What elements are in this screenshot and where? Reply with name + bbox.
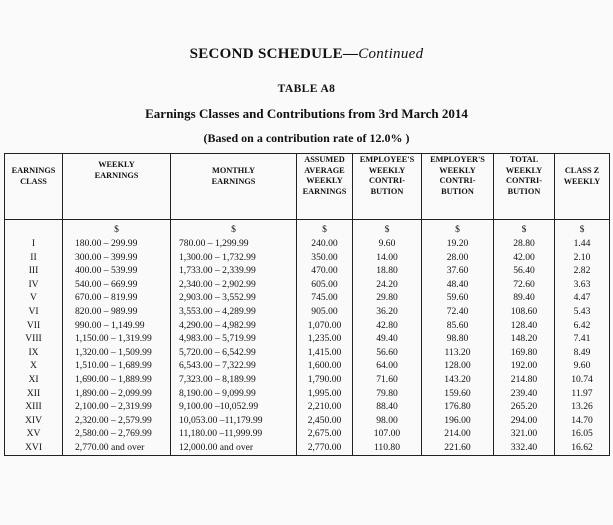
class-z-cell: 5.43 (555, 305, 610, 319)
employee-contribution-cell: 49.40 (353, 332, 422, 346)
total-contribution-cell: 332.40 (494, 441, 555, 455)
table-label: TABLE A8 (277, 83, 336, 95)
monthly-earnings-cell: 1,300.00 – 1,732.99 (171, 251, 297, 265)
unit-cell: $ (494, 220, 555, 238)
assumed-average-cell: 605.00 (297, 278, 353, 292)
class-z-cell: 10.74 (555, 373, 610, 387)
header-monthly-earnings: MONTHLY EARNINGS (171, 154, 297, 220)
employee-contribution-cell: 9.60 (353, 237, 422, 251)
table-row (5, 359, 610, 373)
table-row (5, 278, 610, 292)
employer-contribution-cell: 196.00 (422, 414, 494, 428)
weekly-earnings-cell: 2,580.00 – 2,769.99 (63, 427, 171, 441)
assumed-average-cell: 905.00 (297, 305, 353, 319)
unit-cell: $ (353, 220, 422, 238)
earnings-class-cell: VIII (5, 332, 63, 346)
assumed-average-cell: 1,995.00 (297, 387, 353, 401)
monthly-earnings-cell: 1,733.00 – 2,339.99 (171, 264, 297, 278)
table-row (5, 387, 610, 401)
monthly-earnings-cell: 6,543.00 – 7,322.99 (171, 359, 297, 373)
page-title-main: SECOND SCHEDULE (189, 46, 343, 62)
earnings-class-cell: X (5, 359, 63, 373)
header-employee-contribution: EMPLOYEE'S WEEKLY CONTRI- BUTION (353, 154, 422, 220)
employer-contribution-cell: 113.20 (422, 346, 494, 360)
earnings-class-cell: XIII (5, 400, 63, 414)
monthly-earnings-cell: 9,100.00 –10,052.99 (171, 400, 297, 414)
employee-contribution-cell: 14.00 (353, 251, 422, 265)
table-row (5, 400, 610, 414)
earnings-class-cell: II (5, 251, 63, 265)
weekly-earnings-cell: 670.00 – 819.99 (63, 291, 171, 305)
table-row (5, 305, 610, 319)
unit-cell: $ (422, 220, 494, 238)
unit-cell: $ (555, 220, 610, 238)
table-row (5, 319, 610, 333)
employee-contribution-cell: 56.60 (353, 346, 422, 360)
table-row (5, 237, 610, 251)
monthly-earnings-cell: 4,290.00 – 4,982.99 (171, 319, 297, 333)
table-subtitle: (Based on a contribution rate of 12.0% ) (203, 131, 410, 145)
class-z-cell: 6.42 (555, 319, 610, 333)
weekly-earnings-cell: 990.00 – 1,149.99 (63, 319, 171, 333)
weekly-earnings-cell: 1,510.00 – 1,689.99 (63, 359, 171, 373)
weekly-earnings-cell: 1,320.00 – 1,509.99 (63, 346, 171, 360)
monthly-earnings-cell: 780.00 – 1,299.99 (171, 237, 297, 251)
header-employer-contribution: EMPLOYER'S WEEKLY CONTRI- BUTION (422, 154, 494, 220)
table-row (5, 251, 610, 265)
employer-contribution-cell: 214.00 (422, 427, 494, 441)
unit-cell (5, 220, 63, 238)
header-row (5, 154, 610, 220)
earnings-class-cell: I (5, 237, 63, 251)
assumed-average-cell: 745.00 (297, 291, 353, 305)
weekly-earnings-cell: 540.00 – 669.99 (63, 278, 171, 292)
class-z-cell: 14.70 (555, 414, 610, 428)
earnings-class-cell: VII (5, 319, 63, 333)
assumed-average-cell: 2,450.00 (297, 414, 353, 428)
employee-contribution-cell: 88.40 (353, 400, 422, 414)
page-title-continued: Continued (358, 46, 424, 62)
total-contribution-cell: 294.00 (494, 414, 555, 428)
class-z-cell: 3.63 (555, 278, 610, 292)
total-contribution-cell: 89.40 (494, 291, 555, 305)
employee-contribution-cell: 29.80 (353, 291, 422, 305)
monthly-earnings-cell: 3,553.00 – 4,289.99 (171, 305, 297, 319)
employer-contribution-cell: 85.60 (422, 319, 494, 333)
employee-contribution-cell: 42.80 (353, 319, 422, 333)
header-class-z: CLASS Z WEEKLY (555, 154, 610, 220)
employee-contribution-cell: 64.00 (353, 359, 422, 373)
employer-contribution-cell: 159.60 (422, 387, 494, 401)
weekly-earnings-cell: 820.00 – 989.99 (63, 305, 171, 319)
earnings-class-cell: III (5, 264, 63, 278)
employee-contribution-cell: 71.60 (353, 373, 422, 387)
class-z-cell: 13.26 (555, 400, 610, 414)
weekly-earnings-cell: 1,150.00 – 1,319.99 (63, 332, 171, 346)
monthly-earnings-cell: 7,323.00 – 8,189.99 (171, 373, 297, 387)
unit-cell: $ (63, 220, 171, 238)
employer-contribution-cell: 19.20 (422, 237, 494, 251)
total-contribution-cell: 72.60 (494, 278, 555, 292)
employee-contribution-cell: 98.00 (353, 414, 422, 428)
assumed-average-cell: 2,770.00 (297, 441, 353, 455)
assumed-average-cell: 240.00 (297, 237, 353, 251)
class-z-cell: 16.62 (555, 441, 610, 455)
weekly-earnings-cell: 1,690.00 – 1,889.99 (63, 373, 171, 387)
table-title: Earnings Classes and Contributions from 3rd March 2014 (145, 106, 468, 121)
employee-contribution-cell: 24.20 (353, 278, 422, 292)
earnings-class-cell: XII (5, 387, 63, 401)
employer-contribution-cell: 72.40 (422, 305, 494, 319)
employee-contribution-cell: 18.80 (353, 264, 422, 278)
table-row (5, 264, 610, 278)
table-row (5, 373, 610, 387)
total-contribution-cell: 42.00 (494, 251, 555, 265)
assumed-average-cell: 2,675.00 (297, 427, 353, 441)
employer-contribution-cell: 176.80 (422, 400, 494, 414)
monthly-earnings-cell: 11,180.00 –11,999.99 (171, 427, 297, 441)
page-title (0, 46, 613, 63)
earnings-class-cell: XVI (5, 441, 63, 455)
header-earnings-class: EARNINGS CLASS (5, 154, 63, 220)
class-z-cell: 2.82 (555, 264, 610, 278)
weekly-earnings-cell: 2,100.00 – 2,319.99 (63, 400, 171, 414)
earnings-class-cell: XIV (5, 414, 63, 428)
total-contribution-cell: 128.40 (494, 319, 555, 333)
total-contribution-cell: 214.80 (494, 373, 555, 387)
weekly-earnings-cell: 180.00 – 299.99 (63, 237, 171, 251)
employer-contribution-cell: 37.60 (422, 264, 494, 278)
monthly-earnings-cell: 8,190.00 – 9,099.99 (171, 387, 297, 401)
weekly-earnings-cell: 2,770.00 and over (63, 441, 171, 455)
table-row (5, 346, 610, 360)
assumed-average-cell: 470.00 (297, 264, 353, 278)
contribution-table (4, 153, 610, 456)
table-row (5, 291, 610, 305)
class-z-cell: 1.44 (555, 237, 610, 251)
assumed-average-cell: 1,790.00 (297, 373, 353, 387)
monthly-earnings-cell: 10,053.00 –11,179.99 (171, 414, 297, 428)
weekly-earnings-cell: 2,320.00 – 2,579.99 (63, 414, 171, 428)
employer-contribution-cell: 28.00 (422, 251, 494, 265)
earnings-class-cell: XI (5, 373, 63, 387)
earnings-class-cell: XV (5, 427, 63, 441)
employee-contribution-cell: 79.80 (353, 387, 422, 401)
employer-contribution-cell: 128.00 (422, 359, 494, 373)
table-row (5, 441, 610, 455)
total-contribution-cell: 28.80 (494, 237, 555, 251)
assumed-average-cell: 1,415.00 (297, 346, 353, 360)
total-contribution-cell: 148.20 (494, 332, 555, 346)
total-contribution-cell: 56.40 (494, 264, 555, 278)
header-total-contribution: TOTAL WEEKLY CONTRI- BUTION (494, 154, 555, 220)
unit-cell: $ (297, 220, 353, 238)
class-z-cell: 9.60 (555, 359, 610, 373)
class-z-cell: 8.49 (555, 346, 610, 360)
weekly-earnings-cell: 300.00 – 399.99 (63, 251, 171, 265)
class-z-cell: 11.97 (555, 387, 610, 401)
currency-unit-row (5, 220, 610, 238)
assumed-average-cell: 2,210.00 (297, 400, 353, 414)
total-contribution-cell: 108.60 (494, 305, 555, 319)
employer-contribution-cell: 59.60 (422, 291, 494, 305)
monthly-earnings-cell: 2,903.00 – 3,552.99 (171, 291, 297, 305)
earnings-class-cell: IX (5, 346, 63, 360)
monthly-earnings-cell: 4,983.00 – 5,719.99 (171, 332, 297, 346)
employer-contribution-cell: 143.20 (422, 373, 494, 387)
monthly-earnings-cell: 5,720.00 – 6,542.99 (171, 346, 297, 360)
employee-contribution-cell: 36.20 (353, 305, 422, 319)
assumed-average-cell: 1,235.00 (297, 332, 353, 346)
header-weekly-earnings: WEEKLY EARNINGS (63, 154, 171, 220)
monthly-earnings-cell: 2,340.00 – 2,902.99 (171, 278, 297, 292)
total-contribution-cell: 239.40 (494, 387, 555, 401)
employer-contribution-cell: 221.60 (422, 441, 494, 455)
class-z-cell: 4.47 (555, 291, 610, 305)
unit-cell: $ (171, 220, 297, 238)
total-contribution-cell: 321.00 (494, 427, 555, 441)
page-title-dash: — (342, 46, 359, 62)
weekly-earnings-cell: 1,890.00 – 2,099.99 (63, 387, 171, 401)
weekly-earnings-cell: 400.00 – 539.99 (63, 264, 171, 278)
class-z-cell: 16.05 (555, 427, 610, 441)
table-row (5, 332, 610, 346)
earnings-class-cell: V (5, 291, 63, 305)
assumed-average-cell: 350.00 (297, 251, 353, 265)
class-z-cell: 7.41 (555, 332, 610, 346)
assumed-average-cell: 1,070.00 (297, 319, 353, 333)
employer-contribution-cell: 48.40 (422, 278, 494, 292)
table-row (5, 427, 610, 441)
header-assumed-average: ASSUMED AVERAGE WEEKLY EARNINGS (297, 154, 353, 220)
employee-contribution-cell: 107.00 (353, 427, 422, 441)
total-contribution-cell: 192.00 (494, 359, 555, 373)
class-z-cell: 2.10 (555, 251, 610, 265)
assumed-average-cell: 1,600.00 (297, 359, 353, 373)
total-contribution-cell: 265.20 (494, 400, 555, 414)
monthly-earnings-cell: 12,000.00 and over (171, 441, 297, 455)
employer-contribution-cell: 98.80 (422, 332, 494, 346)
table-row (5, 414, 610, 428)
employee-contribution-cell: 110.80 (353, 441, 422, 455)
total-contribution-cell: 169.80 (494, 346, 555, 360)
earnings-class-cell: VI (5, 305, 63, 319)
earnings-class-cell: IV (5, 278, 63, 292)
